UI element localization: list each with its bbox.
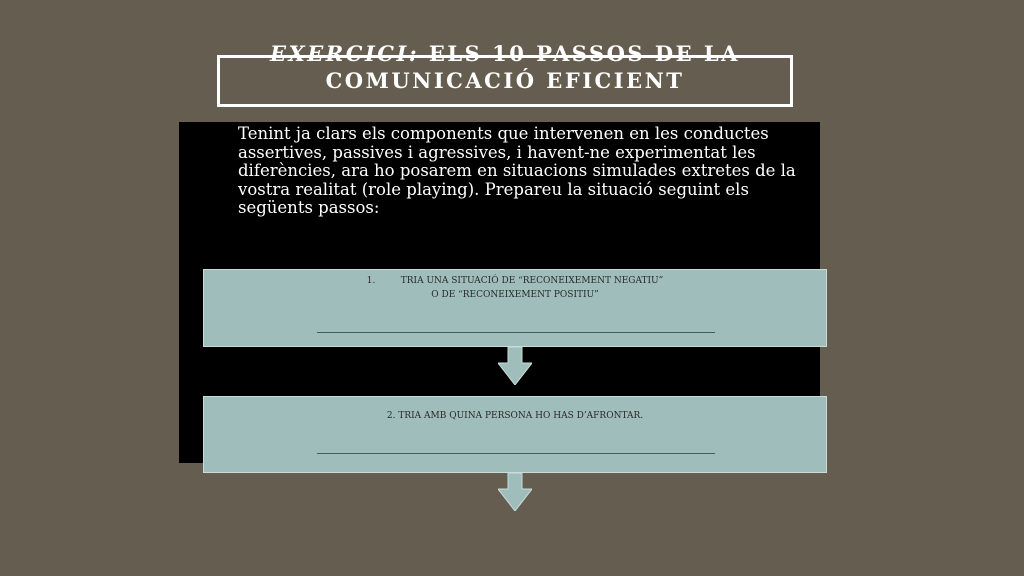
title-rest: ELS 10 PASSOS DE LA COMUNICACIÓ EFICIENT	[325, 41, 740, 93]
step-box-2	[203, 396, 827, 473]
step-1-number: 1.	[366, 276, 376, 286]
page-title	[217, 40, 793, 94]
step-2-answer-line	[317, 453, 715, 454]
step-1-answer-line	[317, 332, 715, 333]
step-2-text: 2. TRIA AMB QUINA PERSONA HO HAS D’AFRONTAR.	[386, 411, 644, 421]
step-1-line-2: O DE “RECONEIXEMENT POSITIU”	[431, 290, 599, 300]
step-1-line-1	[204, 274, 826, 288]
step-1-text: TRIA UNA SITUACIÓ DE “RECONEIXEMENT NEGATIU”	[400, 276, 664, 286]
step-box-1	[203, 269, 827, 347]
down-arrow-icon	[498, 473, 532, 511]
intro-text: Tenint ja clars els components que intervenen en les conductes assertives, passives i agressives, i havent-ne experimentat les diferències, ara ho posarem en situacions simulades extretes de la vostra realitat (role playing). Prepareu la situació seguint els següents passos:	[238, 124, 796, 217]
down-arrow-icon	[498, 347, 532, 385]
title-lead: EXERCICI:	[270, 41, 420, 66]
